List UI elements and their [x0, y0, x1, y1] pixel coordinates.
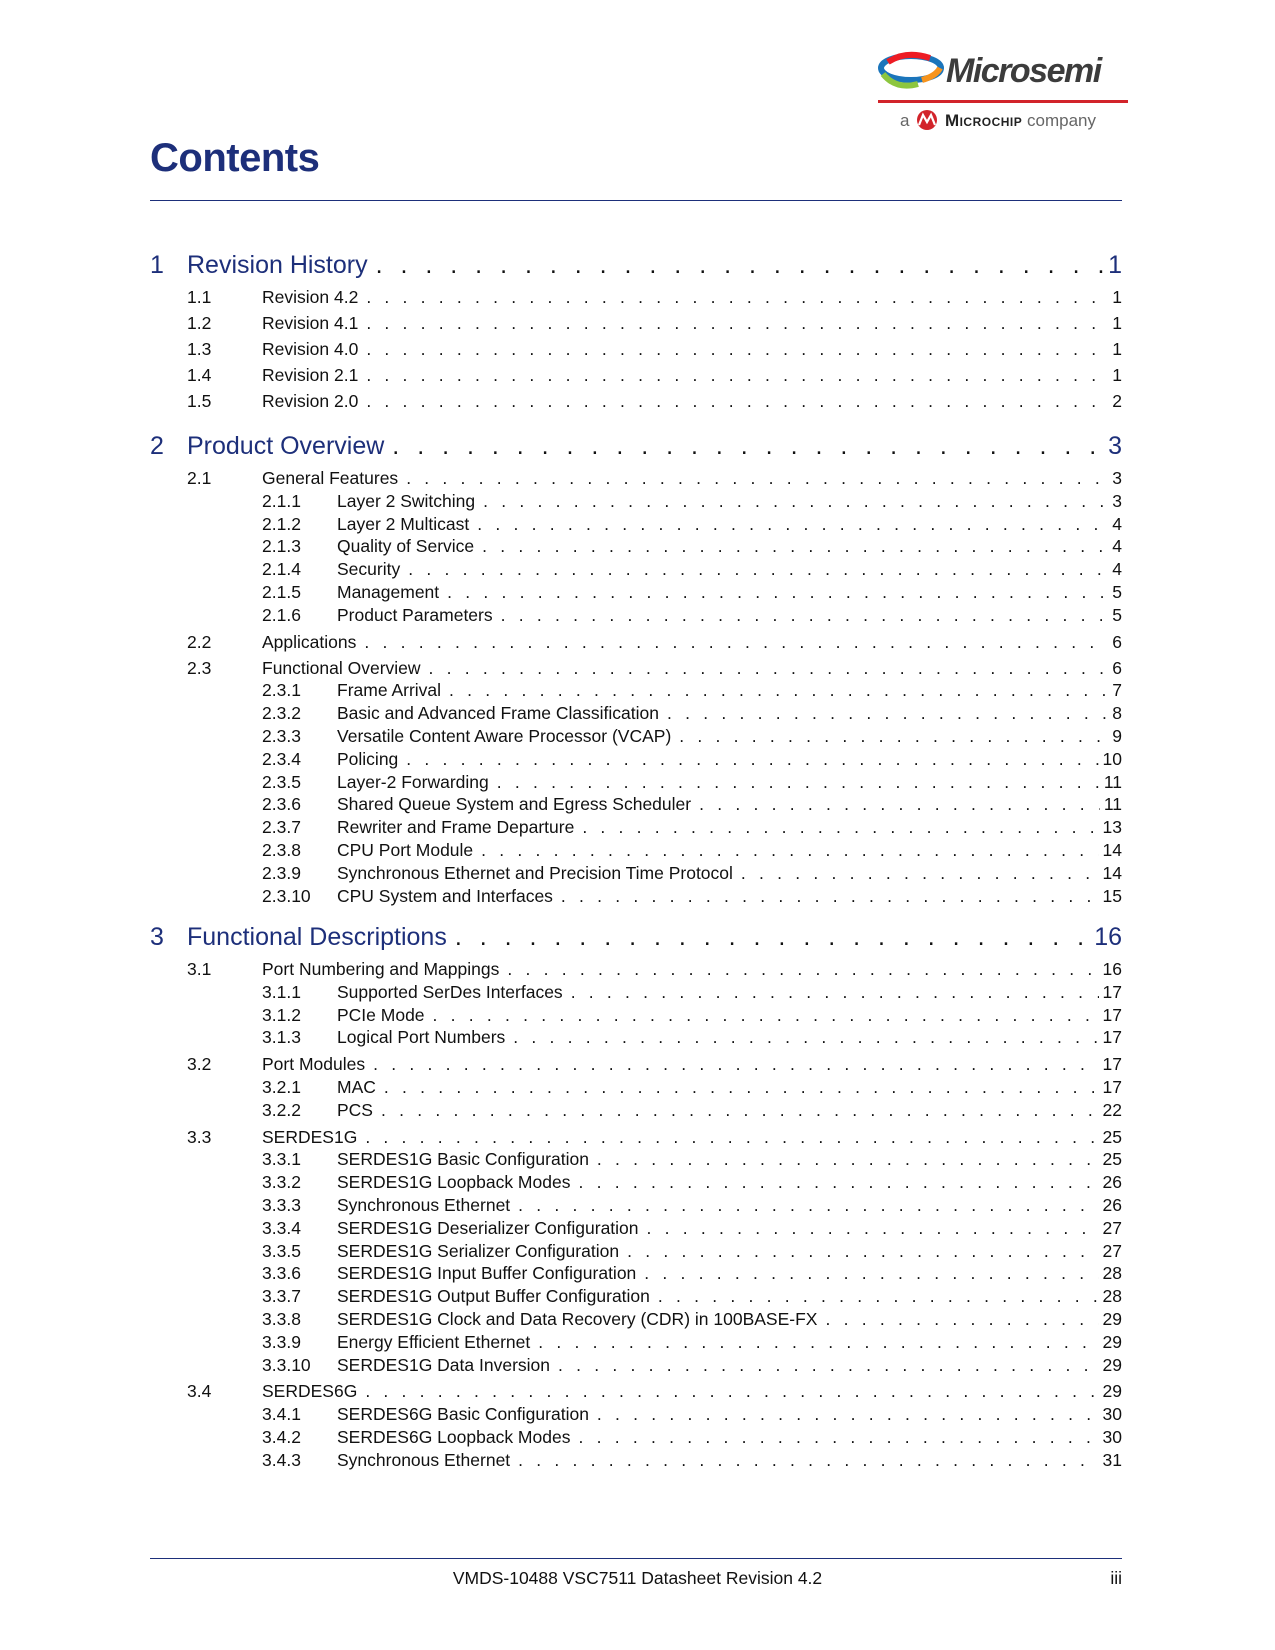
toc-subsection[interactable]	[262, 1404, 1122, 1425]
toc-leader-dots	[406, 468, 1108, 489]
toc-entry-number: 3	[150, 923, 164, 951]
toc-subsection[interactable]	[262, 1027, 1122, 1048]
toc-entry-page: 29	[1102, 1331, 1122, 1352]
toc-entry-number: 3.3.4	[262, 1217, 301, 1238]
toc-leader-dots	[455, 923, 1090, 952]
toc-subsection[interactable]	[262, 514, 1122, 535]
toc-subsection[interactable]	[262, 1309, 1122, 1330]
toc-entry-page: 11	[1103, 794, 1122, 815]
toc-entry-number: 2.3	[187, 657, 212, 678]
toc-section[interactable]	[187, 313, 1122, 334]
toc-entry-number: 2.1.2	[262, 513, 301, 534]
toc-subsection[interactable]	[262, 491, 1122, 512]
toc-leader-dots	[507, 959, 1098, 980]
title-divider	[150, 200, 1122, 201]
toc-section[interactable]	[187, 1381, 1122, 1402]
toc-entry-number: 3.3.1	[262, 1149, 301, 1170]
toc-entry-number: 2.1.6	[262, 604, 301, 625]
toc-subsection[interactable]	[262, 1263, 1122, 1284]
toc-entry-number: 3.3.6	[262, 1263, 301, 1284]
toc-subsection[interactable]	[262, 559, 1122, 580]
toc-subsection[interactable]	[262, 817, 1122, 838]
toc-entry-page: 17	[1102, 1027, 1122, 1048]
toc-entry-title: Basic and Advanced Frame Classification	[337, 703, 659, 724]
toc-entry-page: 1	[1112, 313, 1122, 333]
toc-entry-page: 10	[1102, 748, 1122, 769]
toc-leader-dots	[518, 1195, 1098, 1216]
toc-subsection[interactable]	[262, 1005, 1122, 1026]
toc-entry-title: SERDES6G	[262, 1381, 358, 1402]
toc-leader-dots	[597, 1149, 1099, 1170]
toc-entry-title: SERDES1G Output Buffer Configuration	[337, 1286, 650, 1307]
toc-subsection[interactable]	[262, 794, 1122, 815]
toc-section[interactable]	[187, 339, 1122, 360]
toc-section[interactable]	[187, 468, 1122, 489]
toc-entry-page: 4	[1112, 513, 1122, 534]
toc-entry-page: 15	[1102, 885, 1122, 906]
microchip-icon	[914, 110, 940, 130]
toc-entry-page: 1	[1108, 251, 1122, 279]
toc-entry-title: Revision 2.1	[262, 365, 359, 385]
microsemi-swirl-icon	[878, 50, 944, 96]
toc-entry-page: 17	[1102, 1004, 1122, 1025]
toc-leader-dots	[373, 1054, 1098, 1075]
microsemi-logo	[878, 50, 1128, 138]
toc-entry-title: Revision 2.0	[262, 391, 359, 411]
toc-entry-number: 2.3.4	[262, 748, 301, 769]
toc-subsection[interactable]	[262, 863, 1122, 884]
toc-entry-number: 2.2	[187, 631, 212, 652]
toc-entry-number: 2.1.1	[262, 490, 301, 511]
toc-entry-number: 1.4	[187, 365, 212, 385]
toc-entry-number: 2.3.3	[262, 726, 301, 746]
toc-entry-page: 14	[1102, 840, 1122, 860]
toc-entry-page: 29	[1102, 1309, 1122, 1329]
toc-entry-page: 13	[1102, 817, 1122, 838]
toc-subsection[interactable]	[262, 1450, 1122, 1471]
toc-entry-page: 3	[1112, 468, 1122, 488]
toc-subsection[interactable]	[262, 1332, 1122, 1353]
toc-leader-dots	[538, 1332, 1098, 1353]
toc-leader-dots	[408, 559, 1108, 580]
toc-entry-number: 2.3.9	[262, 862, 301, 883]
toc-leader-dots	[501, 605, 1109, 626]
toc-entry-title: SERDES1G Data Inversion	[337, 1354, 551, 1375]
toc-entry-title: Product Overview	[187, 432, 385, 460]
toc-entry-page: 30	[1102, 1427, 1122, 1447]
toc-entry-number: 2.3.6	[262, 794, 301, 815]
toc-entry-number: 3.3.8	[262, 1309, 301, 1329]
logo-tagline	[900, 110, 1096, 131]
toc-entry-number: 3.2	[187, 1054, 212, 1075]
toc-entry-title: Synchronous Ethernet and Precision Time Protocol	[337, 862, 733, 883]
footer-page-number: iii	[1110, 1568, 1122, 1588]
toc-subsection[interactable]	[262, 1218, 1122, 1239]
toc-entry-title: CPU System and Interfaces	[337, 885, 553, 906]
toc-leader-dots	[741, 863, 1099, 884]
toc-leader-dots	[364, 632, 1108, 653]
toc-entry-number: 2.3.10	[262, 885, 311, 906]
toc-subsection[interactable]	[262, 1355, 1122, 1376]
toc-entry-number: 3.3.5	[262, 1240, 301, 1261]
toc-entry-title: SERDES6G Basic Configuration	[337, 1404, 589, 1425]
toc-entry-number: 3.1	[187, 959, 212, 979]
toc-leader-dots	[384, 1077, 1099, 1098]
tagline-suffix: company	[1027, 111, 1096, 130]
toc-leader-dots	[667, 703, 1108, 724]
toc-entry-title: MAC	[337, 1077, 376, 1097]
toc-entry-title: Product Parameters	[337, 604, 493, 625]
toc-entry-page: 3	[1108, 432, 1122, 460]
toc-leader-dots	[429, 658, 1109, 679]
toc-subsection[interactable]	[262, 1149, 1122, 1170]
toc-leader-dots	[483, 491, 1108, 512]
toc-entry-title: Functional Descriptions	[187, 923, 447, 951]
toc-subsection[interactable]	[262, 680, 1122, 701]
toc-entry-title: Functional Overview	[262, 657, 421, 678]
toc-entry-page: 22	[1102, 1099, 1122, 1120]
toc-entry-number: 2.1	[187, 468, 212, 488]
toc-entry-number: 3.1.3	[262, 1027, 301, 1048]
footer-divider	[150, 1558, 1122, 1559]
toc-entry-number: 3.4.2	[262, 1427, 301, 1447]
toc-entry-title: Revision 4.1	[262, 313, 359, 333]
toc-leader-dots	[381, 1100, 1099, 1121]
toc-entry-title: Revision 4.0	[262, 339, 359, 359]
toc-section[interactable]	[187, 959, 1122, 980]
toc-chapter[interactable]	[150, 251, 1122, 280]
toc-entry-page: 28	[1102, 1263, 1122, 1284]
toc-entry-title: Rewriter and Frame Departure	[337, 817, 575, 838]
toc-leader-dots	[561, 886, 1099, 907]
toc-entry-title: SERDES1G Loopback Modes	[337, 1172, 571, 1193]
toc-entry-title: SERDES1G Basic Configuration	[337, 1149, 589, 1170]
toc-entry-title: SERDES1G Clock and Data Recovery (CDR) in 100BASE-FX	[337, 1309, 818, 1329]
toc-entry-title: Revision History	[187, 251, 368, 279]
toc-leader-dots	[518, 1450, 1098, 1471]
toc-section[interactable]	[187, 365, 1122, 386]
toc-entry-title: Policing	[337, 748, 399, 769]
toc-leader-dots	[481, 840, 1098, 861]
toc-entry-number: 3.4.3	[262, 1449, 301, 1470]
toc-entry-page: 11	[1103, 771, 1122, 792]
toc-section[interactable]	[187, 658, 1122, 679]
toc-leader-dots	[699, 794, 1100, 815]
toc-entry-title: Synchronous Ethernet	[337, 1449, 511, 1470]
toc-entry-number: 3.3	[187, 1126, 212, 1147]
toc-subsection[interactable]	[262, 1100, 1122, 1121]
toc-entry-page: 8	[1112, 703, 1122, 724]
toc-entry-number: 2.3.8	[262, 840, 301, 860]
toc-leader-dots	[578, 1427, 1098, 1448]
toc-entry-number: 2.3.2	[262, 703, 301, 724]
toc-leader-dots	[647, 1218, 1099, 1239]
toc-leader-dots	[597, 1404, 1099, 1425]
logo-wordmark: Microsemi	[946, 52, 1101, 90]
toc-entry-number: 2.3.5	[262, 771, 301, 792]
toc-entry-title: Supported SerDes Interfaces	[337, 981, 563, 1002]
toc-entry-page: 28	[1102, 1286, 1122, 1307]
toc-entry-page: 29	[1102, 1354, 1122, 1375]
toc-leader-dots	[482, 536, 1108, 557]
toc-entry-title: Applications	[262, 631, 357, 652]
toc-entry-number: 2.3.1	[262, 680, 301, 701]
toc-leader-dots	[825, 1309, 1098, 1330]
toc-entry-page: 17	[1102, 1077, 1122, 1097]
toc-leader-dots	[365, 1127, 1098, 1148]
toc-entry-page: 30	[1102, 1404, 1122, 1425]
page-title: Contents	[150, 136, 320, 180]
toc-leader-dots	[376, 251, 1104, 280]
toc-entry-number: 1.2	[187, 313, 212, 333]
toc-entry-number: 1.5	[187, 391, 212, 411]
toc-section[interactable]	[187, 1054, 1122, 1075]
toc-section[interactable]	[187, 632, 1122, 653]
toc-leader-dots	[658, 1286, 1099, 1307]
toc-entry-page: 16	[1094, 923, 1122, 951]
toc-entry-page: 31	[1102, 1449, 1122, 1470]
toc-leader-dots	[449, 680, 1108, 701]
toc-entry-title: Management	[337, 582, 440, 602]
toc-leader-dots	[477, 514, 1108, 535]
toc-entry-number: 2.1.3	[262, 536, 301, 557]
toc-entry-page: 14	[1102, 862, 1122, 883]
toc-subsection[interactable]	[262, 536, 1122, 557]
toc-subsection[interactable]	[262, 772, 1122, 793]
toc-entry-title: Layer-2 Forwarding	[337, 771, 489, 792]
toc-chapter[interactable]	[150, 432, 1122, 461]
footer-document-title: VMDS-10488 VSC7511 Datasheet Revision 4.2	[452, 1568, 823, 1588]
toc-leader-dots	[497, 772, 1100, 793]
toc-leader-dots	[366, 339, 1108, 360]
toc-leader-dots	[392, 432, 1104, 461]
toc-subsection[interactable]	[262, 582, 1122, 603]
toc-entry-title: CPU Port Module	[337, 840, 474, 860]
toc-entry-number: 2.1.5	[262, 582, 301, 602]
toc-entry-number: 3.3.2	[262, 1172, 301, 1193]
toc-entry-title: Port Numbering and Mappings	[262, 959, 500, 979]
toc-subsection[interactable]	[262, 1241, 1122, 1262]
toc-leader-dots	[679, 726, 1108, 747]
toc-entry-page: 1	[1112, 365, 1122, 385]
toc-entry-page: 25	[1102, 1126, 1122, 1147]
toc-entry-title: Layer 2 Multicast	[337, 513, 470, 534]
toc-entry-title: Shared Queue System and Egress Scheduler	[337, 794, 692, 815]
toc-subsection[interactable]	[262, 982, 1122, 1003]
toc-leader-dots	[447, 582, 1108, 603]
toc-leader-dots	[571, 982, 1099, 1003]
toc-leader-dots	[366, 365, 1108, 386]
toc-entry-title: SERDES1G Serializer Configuration	[337, 1240, 620, 1261]
toc-subsection[interactable]	[262, 726, 1122, 747]
toc-entry-page: 4	[1112, 536, 1122, 557]
toc-entry-title: General Features	[262, 468, 399, 488]
toc-entry-title: SERDES1G Input Buffer Configuration	[337, 1263, 637, 1284]
toc-entry-title: Frame Arrival	[337, 680, 442, 701]
toc-entry-page: 1	[1112, 287, 1122, 307]
toc-leader-dots	[365, 1381, 1098, 1402]
toc-section[interactable]	[187, 1127, 1122, 1148]
toc-leader-dots	[433, 1005, 1099, 1026]
toc-entry-page: 2	[1112, 391, 1122, 411]
toc-entry-page: 1	[1112, 339, 1122, 359]
toc-leader-dots	[558, 1355, 1099, 1376]
toc-entry-number: 3.3.7	[262, 1286, 301, 1307]
toc-entry-title: Logical Port Numbers	[337, 1027, 506, 1048]
toc-leader-dots	[578, 1172, 1098, 1193]
toc-subsection[interactable]	[262, 1427, 1122, 1448]
toc-subsection[interactable]	[262, 1172, 1122, 1193]
toc-leader-dots	[627, 1241, 1098, 1262]
toc-section[interactable]	[187, 287, 1122, 308]
toc-entry-title: Port Modules	[262, 1054, 366, 1075]
toc-entry-number: 3.2.1	[262, 1077, 301, 1097]
toc-entry-page: 29	[1102, 1381, 1122, 1402]
toc-leader-dots	[366, 287, 1108, 308]
toc-entry-title: Security	[337, 559, 401, 580]
toc-entry-title: SERDES1G Deserializer Configuration	[337, 1217, 639, 1238]
toc-entry-number: 2.1.4	[262, 559, 301, 580]
toc-leader-dots	[513, 1027, 1098, 1048]
toc-subsection[interactable]	[262, 703, 1122, 724]
toc-leader-dots	[366, 391, 1108, 412]
toc-subsection[interactable]	[262, 886, 1122, 907]
toc-entry-number: 3.3.10	[262, 1354, 311, 1375]
tagline-brand: Microchip	[944, 111, 1023, 130]
toc-entry-title: SERDES1G	[262, 1126, 358, 1147]
toc-entry-title: Synchronous Ethernet	[337, 1195, 511, 1215]
tagline-prefix: a	[900, 111, 910, 130]
toc-entry-page: 6	[1112, 657, 1122, 678]
toc-entry-page: 27	[1102, 1217, 1122, 1238]
toc-subsection[interactable]	[262, 1195, 1122, 1216]
toc-entry-page: 26	[1102, 1172, 1122, 1193]
toc-subsection[interactable]	[262, 749, 1122, 770]
toc-entry-page: 17	[1102, 1054, 1122, 1075]
toc-entry-number: 3.3.3	[262, 1195, 301, 1215]
toc-entry-title: Energy Efficient Ethernet	[337, 1331, 531, 1352]
toc-entry-title: Layer 2 Switching	[337, 490, 476, 511]
toc-entry-title: SERDES6G Loopback Modes	[337, 1427, 571, 1447]
toc-entry-page: 17	[1102, 981, 1122, 1002]
toc-entry-number: 3.4	[187, 1381, 212, 1402]
toc-entry-number: 2	[150, 432, 164, 460]
toc-chapter[interactable]	[150, 923, 1122, 952]
toc-entry-page: 26	[1102, 1195, 1122, 1215]
toc-entry-number: 1.1	[187, 287, 212, 307]
toc-entry-number: 2.3.7	[262, 817, 301, 838]
toc-entry-page: 9	[1112, 726, 1122, 746]
toc-entry-number: 3.1.2	[262, 1004, 301, 1025]
toc-entry-number: 1.3	[187, 339, 212, 359]
toc-entry-page: 3	[1112, 490, 1122, 511]
toc-entry-title: PCS	[337, 1099, 373, 1120]
toc-leader-dots	[366, 313, 1108, 334]
toc-subsection[interactable]	[262, 605, 1122, 626]
toc-entry-title: Versatile Content Aware Processor (VCAP)	[337, 726, 672, 746]
toc-entry-number: 1	[150, 251, 164, 279]
toc-subsection[interactable]	[262, 840, 1122, 861]
toc-entry-page: 6	[1112, 631, 1122, 652]
toc-entry-page: 7	[1112, 680, 1122, 701]
toc-entry-title: Quality of Service	[337, 536, 475, 557]
toc-section[interactable]	[187, 391, 1122, 412]
toc-entry-number: 3.4.1	[262, 1404, 301, 1425]
toc-entry-number: 3.2.2	[262, 1099, 301, 1120]
toc-entry-page: 27	[1102, 1240, 1122, 1261]
toc-entry-page: 16	[1102, 959, 1122, 979]
toc-entry-page: 4	[1112, 559, 1122, 580]
toc-entry-page: 25	[1102, 1149, 1122, 1170]
toc-entry-page: 5	[1112, 604, 1122, 625]
toc-entry-title: Revision 4.2	[262, 287, 359, 307]
toc-subsection[interactable]	[262, 1077, 1122, 1098]
toc-entry-number: 3.1.1	[262, 981, 301, 1002]
toc-leader-dots	[406, 749, 1098, 770]
toc-entry-number: 3.3.9	[262, 1331, 301, 1352]
toc-entry-title: PCIe Mode	[337, 1004, 425, 1025]
logo-divider	[878, 100, 1128, 103]
toc-leader-dots	[582, 817, 1098, 838]
toc-subsection[interactable]	[262, 1286, 1122, 1307]
toc-entry-page: 5	[1112, 582, 1122, 602]
toc-leader-dots	[644, 1263, 1098, 1284]
